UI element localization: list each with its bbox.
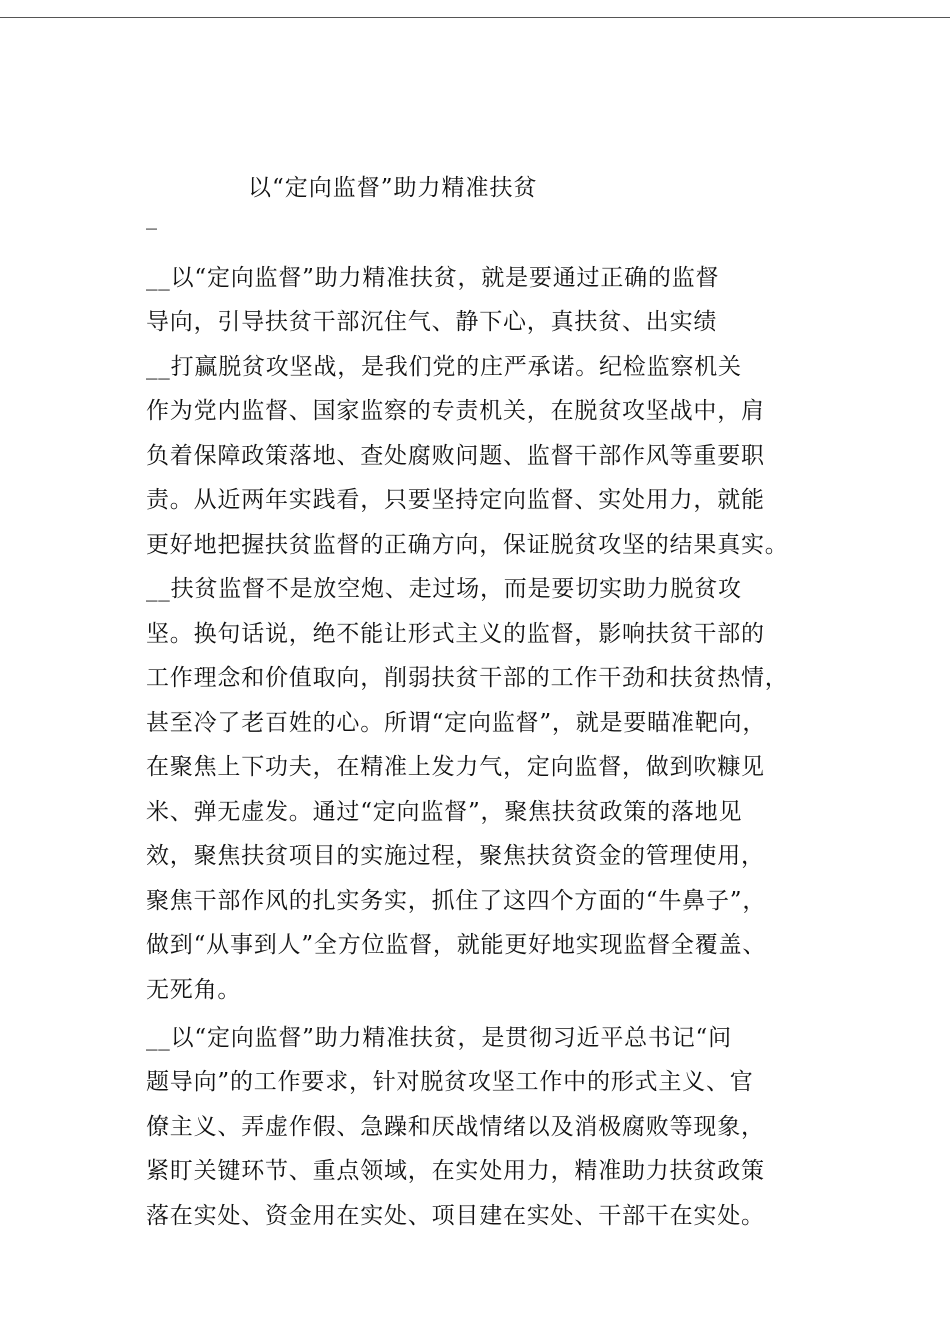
body-line: 在聚焦上下功夫，在精准上发力气，定向监督，做到吹糠见 (146, 754, 765, 780)
body-line: 负着保障政策落地、查处腐败问题、监督干部作风等重要职 (146, 443, 765, 469)
body-line: __以“定向监督”助力精准扶贫，是贯彻习近平总书记“问 (146, 1025, 732, 1051)
body-line: 效，聚焦扶贫项目的实施过程，聚焦扶贫资金的管理使用， (146, 843, 765, 869)
body-line: 做到“从事到人”全方位监督，就能更好地实现监督全覆盖、 (146, 932, 767, 958)
body-line: __扶贫监督不是放空炮、走过场，而是要切实助力脱贫攻 (146, 576, 742, 602)
body-line: 紧盯关键环节、重点领域，在实处用力，精准助力扶贫政策 (146, 1158, 765, 1184)
body-line: __以“定向监督”助力精准扶贫，就是要通过正确的监督 (146, 265, 720, 291)
body-line: 聚焦干部作风的扎实务实，抓住了这四个方面的“牛鼻子”， (146, 888, 767, 914)
body-line: __打赢脱贫攻坚战，是我们党的庄严承诺。纪检监察机关 (146, 354, 742, 380)
body-line: 坚。换句话说，绝不能让形式主义的监督，影响扶贫干部的 (146, 621, 765, 647)
body-line: 甚至冷了老百姓的心。所谓“定向监督”，就是要瞄准靶向， (146, 710, 767, 736)
body-line: 无死角。 (146, 977, 242, 1003)
page-top-rule (0, 17, 950, 18)
body-line: 题导向”的工作要求，针对脱贫攻坚工作中的形式主义、官 (146, 1069, 754, 1095)
body-line: 僚主义、弄虚作假、急躁和厌战情绪以及消极腐败等现象， (146, 1114, 765, 1140)
document-title: 以“定向监督”助力精准扶贫 (248, 175, 538, 201)
body-line: 导向，引导扶贫干部沉住气、静下心，真扶贫、出实绩 (146, 309, 718, 335)
body-line: 落在实处、资金用在实处、项目建在实处、干部干在实处。 (146, 1203, 765, 1229)
body-line: 更好地把握扶贫监督的正确方向，保证脱贫攻坚的结果真实。 (146, 532, 789, 558)
body-line: 工作理念和价值取向，削弱扶贫干部的工作干劲和扶贫热情， (146, 665, 789, 691)
dash-mark: _ (146, 205, 157, 230)
body-line: 米、弹无虚发。通过“定向监督”，聚焦扶贫政策的落地见 (146, 799, 743, 825)
body-line: 责。从近两年实践看，只要坚持定向监督、实处用力，就能 (146, 487, 765, 513)
body-line: 作为党内监督、国家监察的专责机关，在脱贫攻坚战中，肩 (146, 398, 765, 424)
